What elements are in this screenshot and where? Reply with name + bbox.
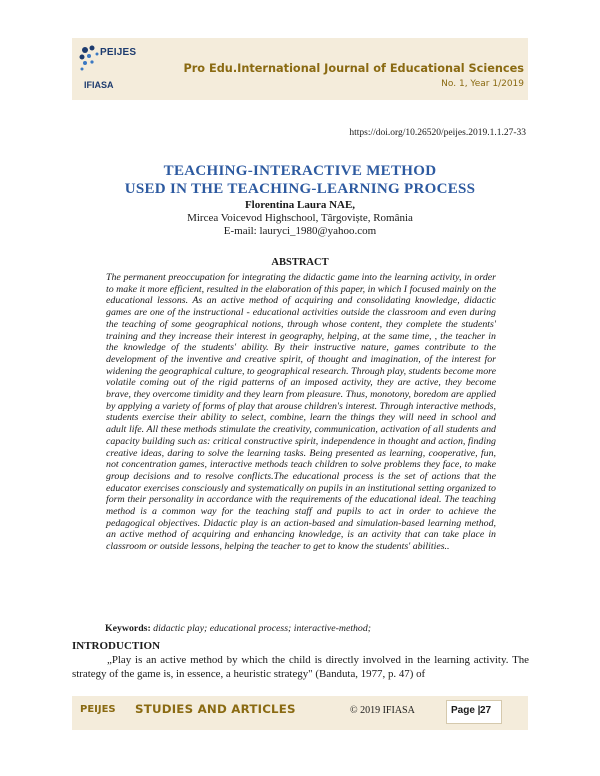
footer-section-title: STUDIES AND ARTICLES bbox=[135, 702, 296, 716]
author-affiliation: Mircea Voicevod Highschool, Târgoviște, România bbox=[187, 212, 413, 224]
keywords-value: didactic play; educational process; interactive-method; bbox=[153, 623, 371, 634]
footer-journal: PEIJES bbox=[80, 704, 116, 715]
author-email: E-mail: lauryci_1980@yahoo.com bbox=[223, 225, 377, 237]
abstract-heading: ABSTRACT bbox=[271, 257, 329, 268]
introduction-text: „Play is an active method by which the child is directly involved in the learning activity. The strategy of the game is, in essence, a heuristic strategy" (Banduta, 1977, p. 47) of bbox=[72, 654, 529, 680]
logo-text-bottom: IFIASA bbox=[84, 80, 114, 90]
article-title-line2: USED IN THE TEACHING-LEARNING PROCESS bbox=[124, 181, 476, 197]
footer-copyright: © 2019 IFIASA bbox=[350, 705, 415, 716]
journal-issue: No. 1, Year 1/2019 bbox=[441, 79, 524, 89]
page-label: Page | bbox=[451, 705, 481, 716]
abstract-text: The permanent preoccupation for integrating the didactic game into the learning activity, in order to make it more efficient, resulted in the elaboration of this paper, in which I focused mainly on the educational lessons. As an active method of acquiring and consolidating knowledge, didactic games are one of the instructional - educational activities outside the classroom and even during the teaching of some geographical notions, through whose content, they complete the students' training and they increase their interest in geography, helping, at the same time, , the teacher in the knowledge of the students' ability. By their instructive nature, games contribute to the development of the inventive and creative spirit, of thought and imagination, of the interest for widening the geographical culture, to geographical research. Through play, students become more volatile coming out of the rigid patterns of an imposed activity, they are active, they become brave, they overcome timidity and they learn from pleasure. Thus, monotony, boredom are applied by applying a variety of forms of play that arouse children's interest. Through interactive methods, students exercise their ability to select, combine, learn the things they will need in school and adult life. All these methods stimulate the creativity, communication, activation of all students and capacity building such as: critical constructive spirit, independence in thought and action, finding creative ideas, daring to solve the learning tasks. Being presented as learning, cooperative, fun, not concentration games, interactive methods teach children to solve problems they face, to make group decisions and to resolve conflicts.The educational process is the set of actions that the educator exercises consciously and systematically on pupils in an institutional setting organized to form their personality in accordance with the requirements of the educational ideal. The teaching method is a common way for the teaching staff and pupils to act in order to achieve the pedagogical objectives. Didactic play is an action-based and simulation-based learning method, an active method of acquiring and enhancing knowledge, is an activity that can take place in classroom or outside lessons, helping the teacher to get to know the students' abilities.. bbox=[106, 272, 496, 553]
page-number: 27 bbox=[480, 705, 492, 716]
keywords-label: Keywords: bbox=[105, 623, 151, 634]
doi-link[interactable]: https://doi.org/10.26520/peijes.2019.1.1.27-33 bbox=[349, 128, 526, 138]
journal-logo bbox=[74, 40, 136, 98]
author-name: Florentina Laura NAE, bbox=[244, 199, 356, 211]
introduction-heading: INTRODUCTION bbox=[72, 640, 161, 652]
keywords-line bbox=[105, 623, 371, 634]
logo-text-top: PEIJES bbox=[100, 47, 137, 58]
article-title-line1: TEACHING-INTERACTIVE METHOD bbox=[163, 163, 437, 179]
journal-title: Pro Edu.International Journal of Educational Sciences bbox=[183, 62, 524, 75]
